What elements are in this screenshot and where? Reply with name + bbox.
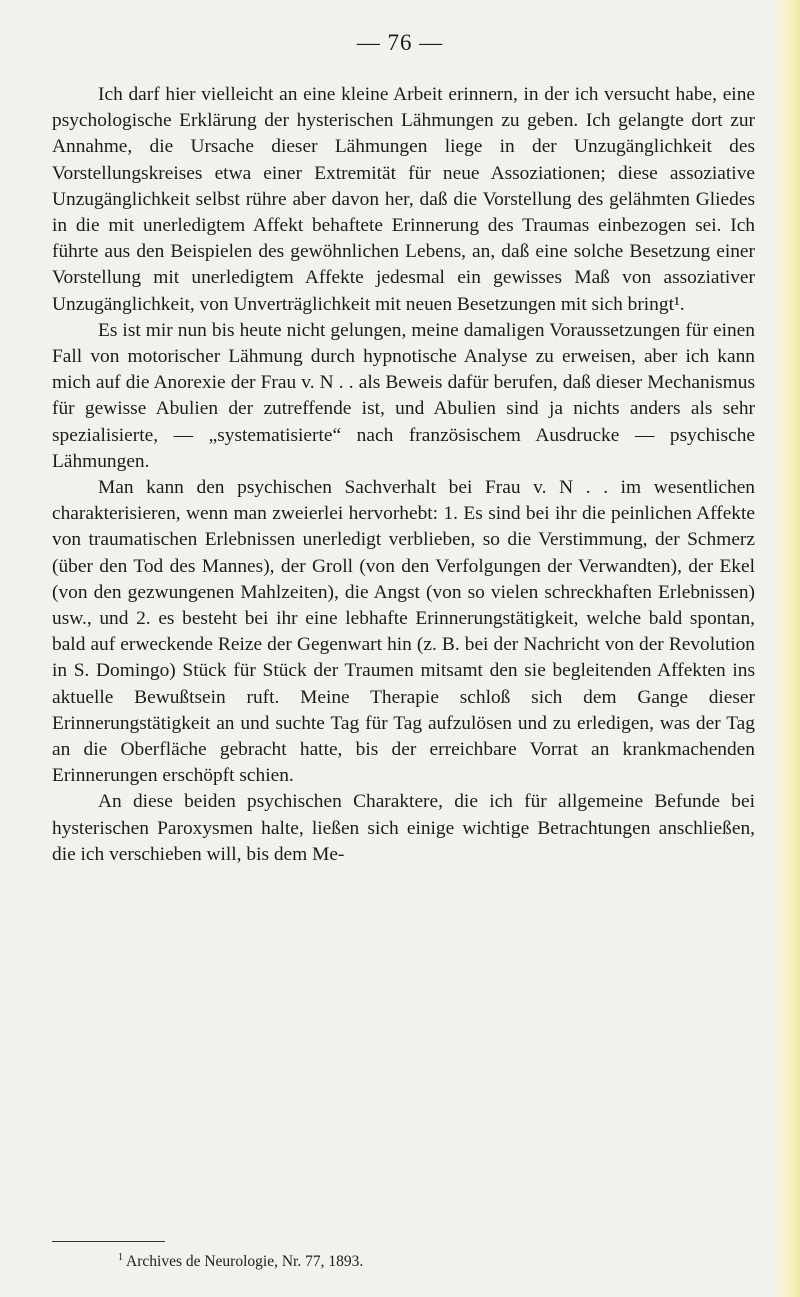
paragraph-1: Ich darf hier vielleicht an eine kleine Arbeit erinnern, in der ich versucht habe, eine psychologische Erklärung der hysterischen Lähmungen zu geben. Ich gelangte dort zur Annahme, die Ursache dieser Lähmungen liege in der Unzugänglichkeit des Vorstellungskreises etwa einer Extremität für neue Assoziationen; diese assoziative Unzugänglichkeit selbst rühre aber davon her, daß die Vorstellung des gelähmten Gliedes in die mit unerledigtem Affekt behaftete Erinnerung des Traumas einbezogen sei. Ich führte aus den Beispielen des gewöhnlichen Lebens, an, daß eine solche Besetzung einer Vorstellung mit unerledigtem Affekte jedesmal ein gewisses Maß von assoziativer Unzugänglichkeit, von Unverträglichkeit mit neuen Besetzungen mit sich bringt¹.	[52, 84, 755, 315]
footnote-text: Archives de Neurologie, Nr. 77, 1893.	[126, 1253, 364, 1271]
body-text	[52, 82, 755, 868]
footnote-marker: 1	[118, 1252, 123, 1263]
paragraph-2: Es ist mir nun bis heute nicht gelungen, meine damaligen Voraussetzungen für einen Fall von motorischer Lähmung durch hypnotische Analyse zu erweisen, aber ich kann mich auf die Anorexie der Frau v. N . . als Beweis dafür berufen, daß dieser Mechanismus für gewisse Abulien der zutreffende ist, und Abulien sind ja nichts anders als sehr spezialisierte, — „systematisierte“ nach französischem Ausdrucke — psychische Lähmungen.	[52, 319, 755, 472]
page-number: — 76 —	[356, 30, 444, 55]
paragraph-3: Man kann den psychischen Sachverhalt bei Frau v. N . . im wesentlichen charakterisieren, wenn man zweierlei hervorhebt: 1. Es sind bei ihr die peinlichen Affekte von traumatischen Erlebnissen unerledigt verblieben, so die Verstimmung, der Schmerz (über den Tod des Mannes), der Groll (von den Verfolgungen der Verwandten), der Ekel (von den gezwungenen Mahlzeiten), die Angst (von so vielen schreckhaften Erlebnissen) usw., und 2. es besteht bei ihr eine lebhafte Erinnerungstätigkeit, welche bald spontan, bald auf erweckende Reize der Gegenwart hin (z. B. bei der Nachricht von der Revolution in S. Domingo) Stück für Stück der Traumen mitsamt den sie begleitenden Affekten ins aktuelle Bewußtsein ruft. Meine Therapie schloß sich dem Gange dieser Erinnerungstätigkeit an und suchte Tag für Tag aufzulösen und zu erledigen, was der Tag an die Oberfläche gebracht hatte, bis der erreichbare Vorrat an krankmachenden Erinnerungen erschöpft schien.	[52, 477, 755, 787]
footnote	[118, 1248, 363, 1272]
page-edge-tint	[774, 0, 800, 1297]
footnote-rule	[52, 1241, 165, 1242]
paragraph-4: An diese beiden psychischen Charaktere, die ich für allgemeine Befunde bei hysterischen Paroxysmen halte, ließen sich einige wichtige Betrachtungen anschließen, die ich verschieben will, bis dem Me-	[52, 791, 755, 865]
